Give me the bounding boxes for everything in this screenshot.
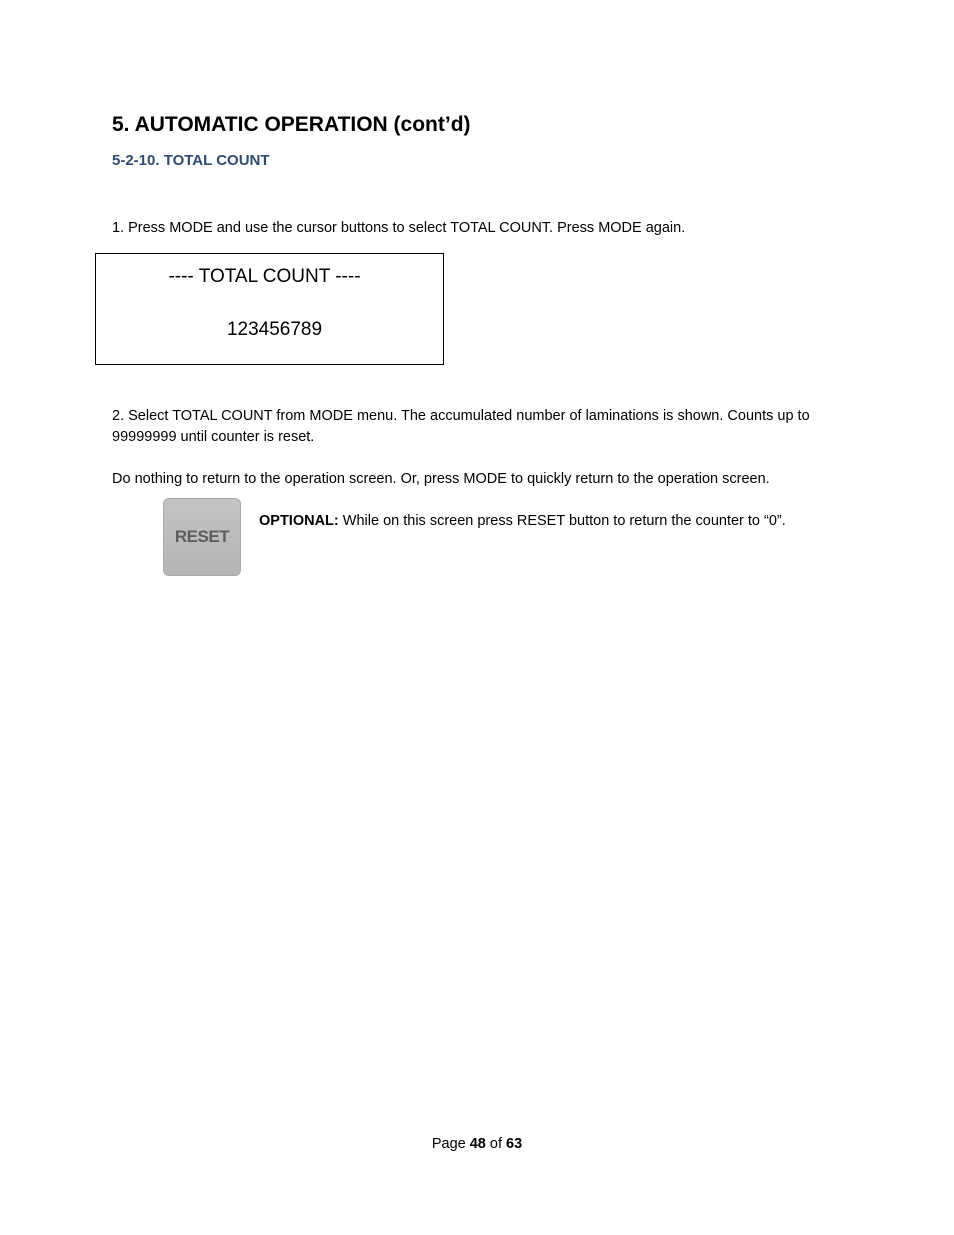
- footer-total-pages: 63: [506, 1136, 523, 1152]
- optional-text: While on this screen press RESET button to return the counter to “0”.: [338, 513, 786, 529]
- optional-label: OPTIONAL:: [259, 513, 339, 529]
- display-title: ---- TOTAL COUNT ----: [168, 266, 361, 287]
- footer-current-page: 48: [469, 1136, 486, 1152]
- section-heading: 5. AUTOMATIC OPERATION (cont’d): [112, 113, 471, 136]
- subsection-heading: 5-2-10. TOTAL COUNT: [112, 152, 270, 169]
- display-count-value: 123456789: [226, 319, 323, 340]
- page-footer: [0, 1136, 954, 1152]
- lcd-display-box: [95, 253, 444, 365]
- reset-button-image: [163, 498, 241, 576]
- optional-note: [259, 511, 786, 532]
- return-note-text: Do nothing to return to the operation screen. Or, press MODE to quickly return to the operation screen.: [112, 471, 770, 487]
- step-1-text: 1. Press MODE and use the cursor buttons to select TOTAL COUNT. Press MODE again.: [112, 220, 686, 236]
- step-2-text: 2. Select TOTAL COUNT from MODE menu. The accumulated number of laminations is shown. Counts up to 99999999 until counter is reset.: [112, 408, 810, 445]
- footer-prefix: Page: [431, 1136, 470, 1152]
- footer-middle: of: [485, 1136, 507, 1152]
- reset-button-label: RESET: [174, 527, 230, 546]
